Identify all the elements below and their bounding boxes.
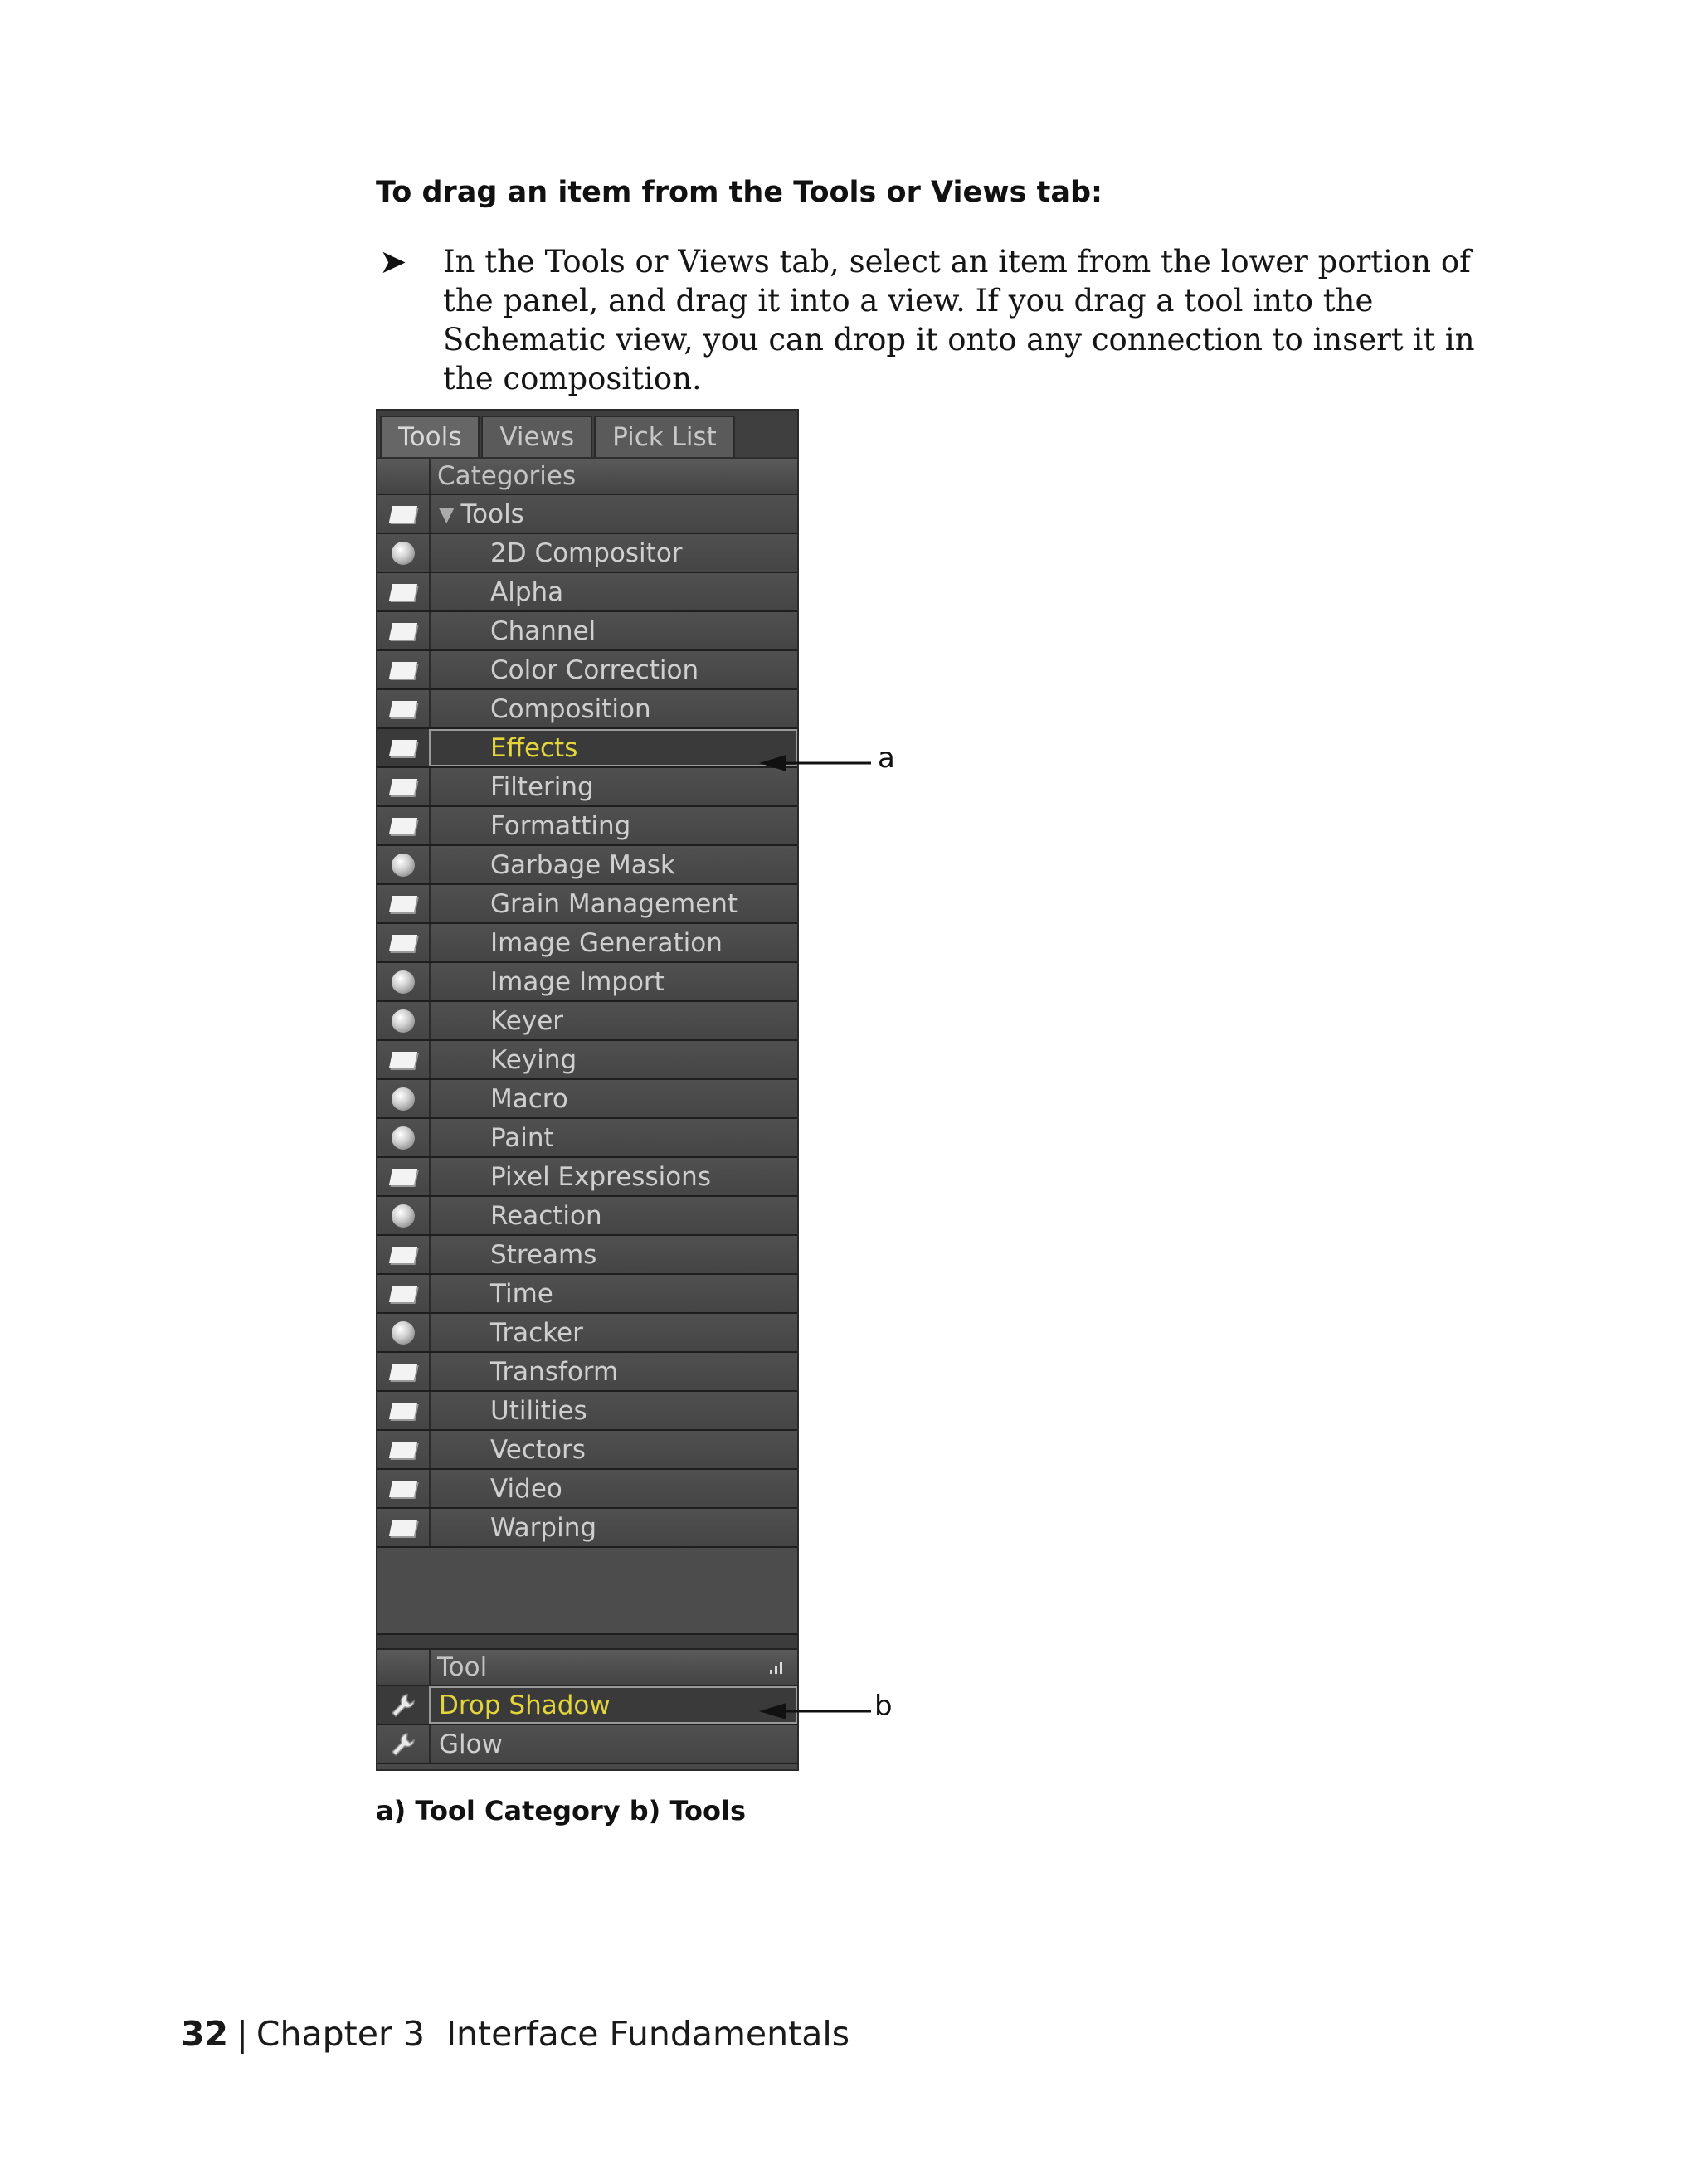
- categories-header-label: Categories: [437, 461, 577, 491]
- category-label: Reaction: [490, 1200, 602, 1231]
- category-label: Streams: [490, 1239, 597, 1270]
- tool-header-label: Tool: [437, 1652, 488, 1682]
- category-label: Transform: [490, 1356, 619, 1387]
- category-label: Video: [490, 1473, 562, 1504]
- tab-pick-list[interactable]: Pick List: [594, 416, 735, 457]
- tree-root-label: Tools: [460, 499, 524, 529]
- category-label: Warping: [490, 1512, 597, 1543]
- chapter-title: Interface Fundamentals: [445, 2014, 850, 2054]
- figure-caption: a) Tool Category b) Tools: [376, 1795, 746, 1826]
- category-label: Channel: [490, 615, 596, 646]
- category-label: Macro: [490, 1083, 568, 1114]
- page-footer: [181, 2014, 850, 2054]
- tab-views[interactable]: Views: [481, 416, 592, 457]
- category-label: Time: [490, 1278, 553, 1309]
- chapter-label: Chapter 3: [256, 2014, 425, 2054]
- category-label: Effects: [490, 732, 578, 763]
- callout-a-arrow-icon: [759, 755, 786, 771]
- tool-label: Glow: [439, 1729, 503, 1759]
- page-number: 32: [181, 2014, 229, 2054]
- callout-b-arrow-icon: [759, 1703, 786, 1719]
- callout-b-label: b: [874, 1690, 893, 1723]
- category-label: Grain Management: [490, 888, 738, 919]
- footer-separator: |: [236, 2014, 248, 2054]
- category-label: Utilities: [490, 1395, 587, 1426]
- category-label: Alpha: [490, 576, 564, 607]
- category-label: Keyer: [490, 1005, 564, 1036]
- procedure-heading: To drag an item from the Tools or Views tab:: [376, 176, 1103, 209]
- tab-tools[interactable]: Tools: [380, 416, 480, 457]
- category-label: Paint: [490, 1122, 554, 1153]
- category-label: Formatting: [490, 810, 631, 841]
- step-text: In the Tools or Views tab, select an item from the lower portion of the panel, and drag it into a view. If you drag a tool into the Schematic view, you can drop it onto any connection to insert it in the composition.: [443, 244, 1475, 396]
- tool-label: Drop Shadow: [439, 1690, 611, 1720]
- category-label: Image Generation: [490, 927, 723, 958]
- category-label: Pixel Expressions: [490, 1161, 711, 1192]
- category-label: Filtering: [490, 771, 594, 802]
- category-label: Composition: [490, 693, 651, 724]
- category-label: Garbage Mask: [490, 849, 675, 880]
- category-label: Color Correction: [490, 654, 699, 685]
- callout-a-label: a: [878, 742, 895, 775]
- bullet-arrow-icon: ➤: [379, 243, 407, 281]
- category-label: Image Import: [490, 966, 665, 997]
- category-label: 2D Compositor: [490, 537, 683, 568]
- expand-triangle-icon[interactable]: ▼: [439, 502, 455, 526]
- category-label: Keying: [490, 1044, 577, 1075]
- category-label: Vectors: [490, 1434, 586, 1465]
- category-label: Tracker: [490, 1317, 583, 1348]
